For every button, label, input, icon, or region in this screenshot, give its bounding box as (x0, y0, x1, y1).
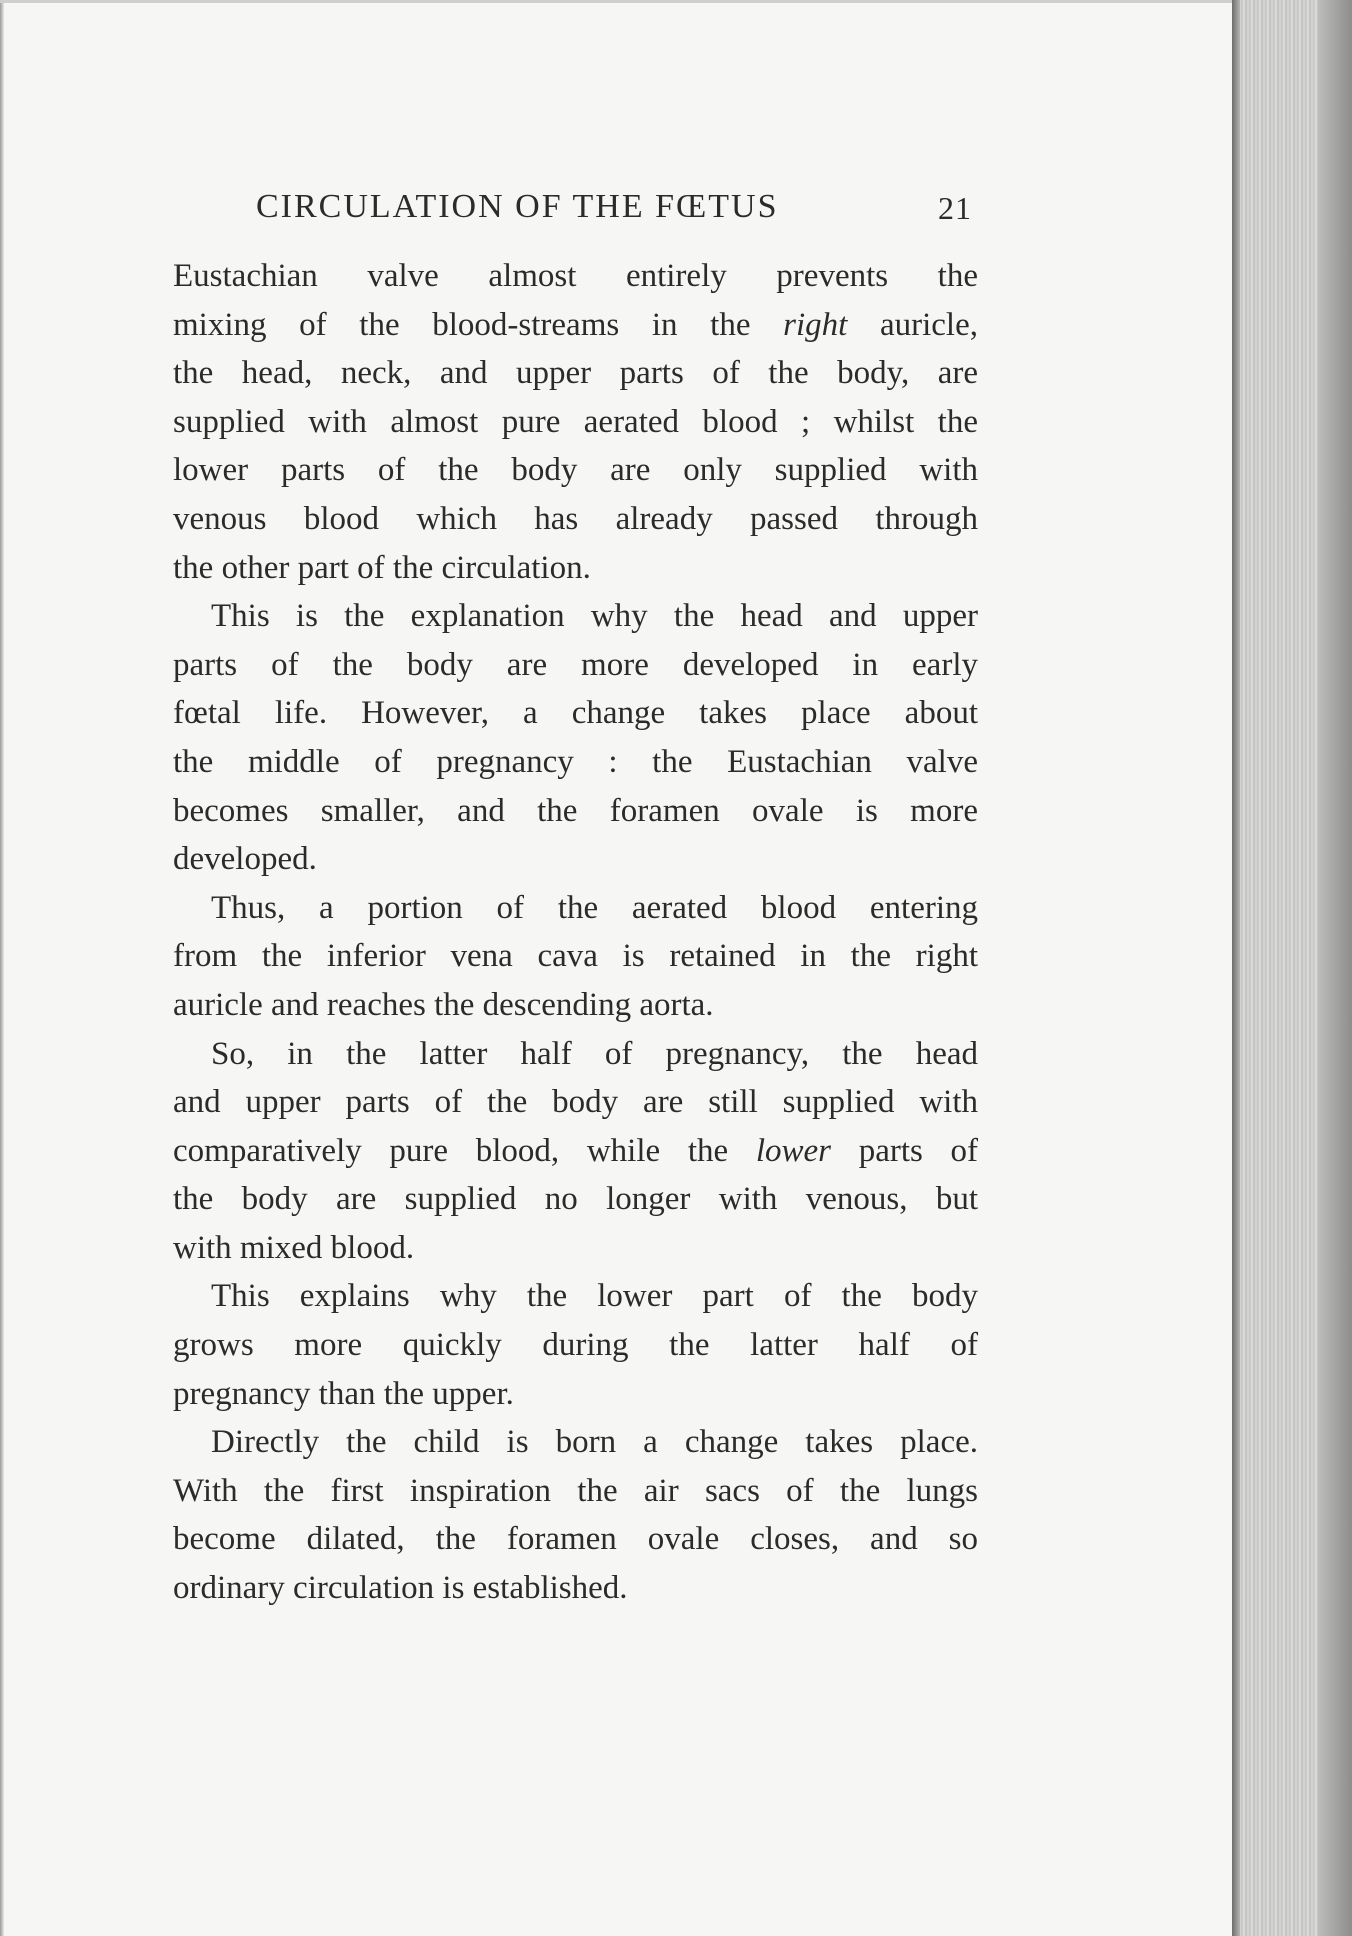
paragraph-first-line: This explains why the lower part of the body (211, 1278, 978, 1315)
emphasis-right: right (783, 306, 848, 343)
text-line: lower parts of the body are only supplied with (173, 452, 978, 489)
text-line: comparatively pure blood, while the lower parts of (173, 1132, 979, 1169)
text-line: with mixed blood. (173, 1229, 415, 1266)
paragraph-first-line: So, in the latter half of pregnancy, the head (211, 1035, 978, 1072)
text-line: grows more quickly during the latter half of (173, 1327, 978, 1364)
page-left-edge (0, 0, 4, 1936)
text-line: the body are supplied no longer with venous, but (173, 1181, 978, 1218)
page-number: 21 (938, 190, 972, 226)
text-line: Eustachian valve almost entirely prevents the (173, 258, 978, 294)
text-line: and upper parts of the body are still supplied with (173, 1084, 978, 1121)
body-text (173, 252, 978, 1613)
text-line: supplied with almost pure aerated blood ; whilst the (173, 403, 978, 440)
text-line: the middle of pregnancy : the Eustachian valve (173, 743, 978, 780)
text-line: venous blood which has already passed through (173, 500, 978, 537)
running-head (176, 180, 976, 240)
emphasis-lower: lower (755, 1132, 832, 1169)
text-line: becomes smaller, and the foramen ovale is more (173, 792, 978, 829)
text-line: become dilated, the foramen ovale closes, and so (173, 1521, 978, 1558)
text-line: auricle and reaches the descending aorta. (173, 986, 714, 1023)
book-cover-edge (1318, 0, 1352, 1936)
text-line: developed. (173, 841, 317, 878)
text-line: the other part of the circulation. (173, 549, 591, 586)
paragraph-first-line: Directly the child is born a change takes place. (211, 1424, 978, 1461)
text-line: With the first inspiration the air sacs of the lungs (173, 1472, 978, 1509)
running-title: CIRCULATION OF THE FŒTUS (256, 188, 779, 225)
text-line: the head, neck, and upper parts of the body, are (173, 355, 978, 392)
page-top-edge (0, 0, 1240, 3)
text-line: parts of the body are more developed in early (173, 646, 978, 683)
text-line: fœtal life. However, a change takes place about (173, 695, 978, 732)
text-line: ordinary circulation is established. (173, 1570, 628, 1607)
text-line: from the inferior vena cava is retained in the right (173, 938, 978, 975)
paragraph-first-line: Thus, a portion of the aerated blood entering (211, 889, 978, 926)
text-line: pregnancy than the upper. (173, 1375, 514, 1412)
book-fore-edge-shadow (1232, 0, 1240, 1936)
text-line: mixing of the blood-streams in the right auricle, (173, 306, 978, 343)
paragraph-first-line: This is the explanation why the head and upper (211, 598, 978, 635)
